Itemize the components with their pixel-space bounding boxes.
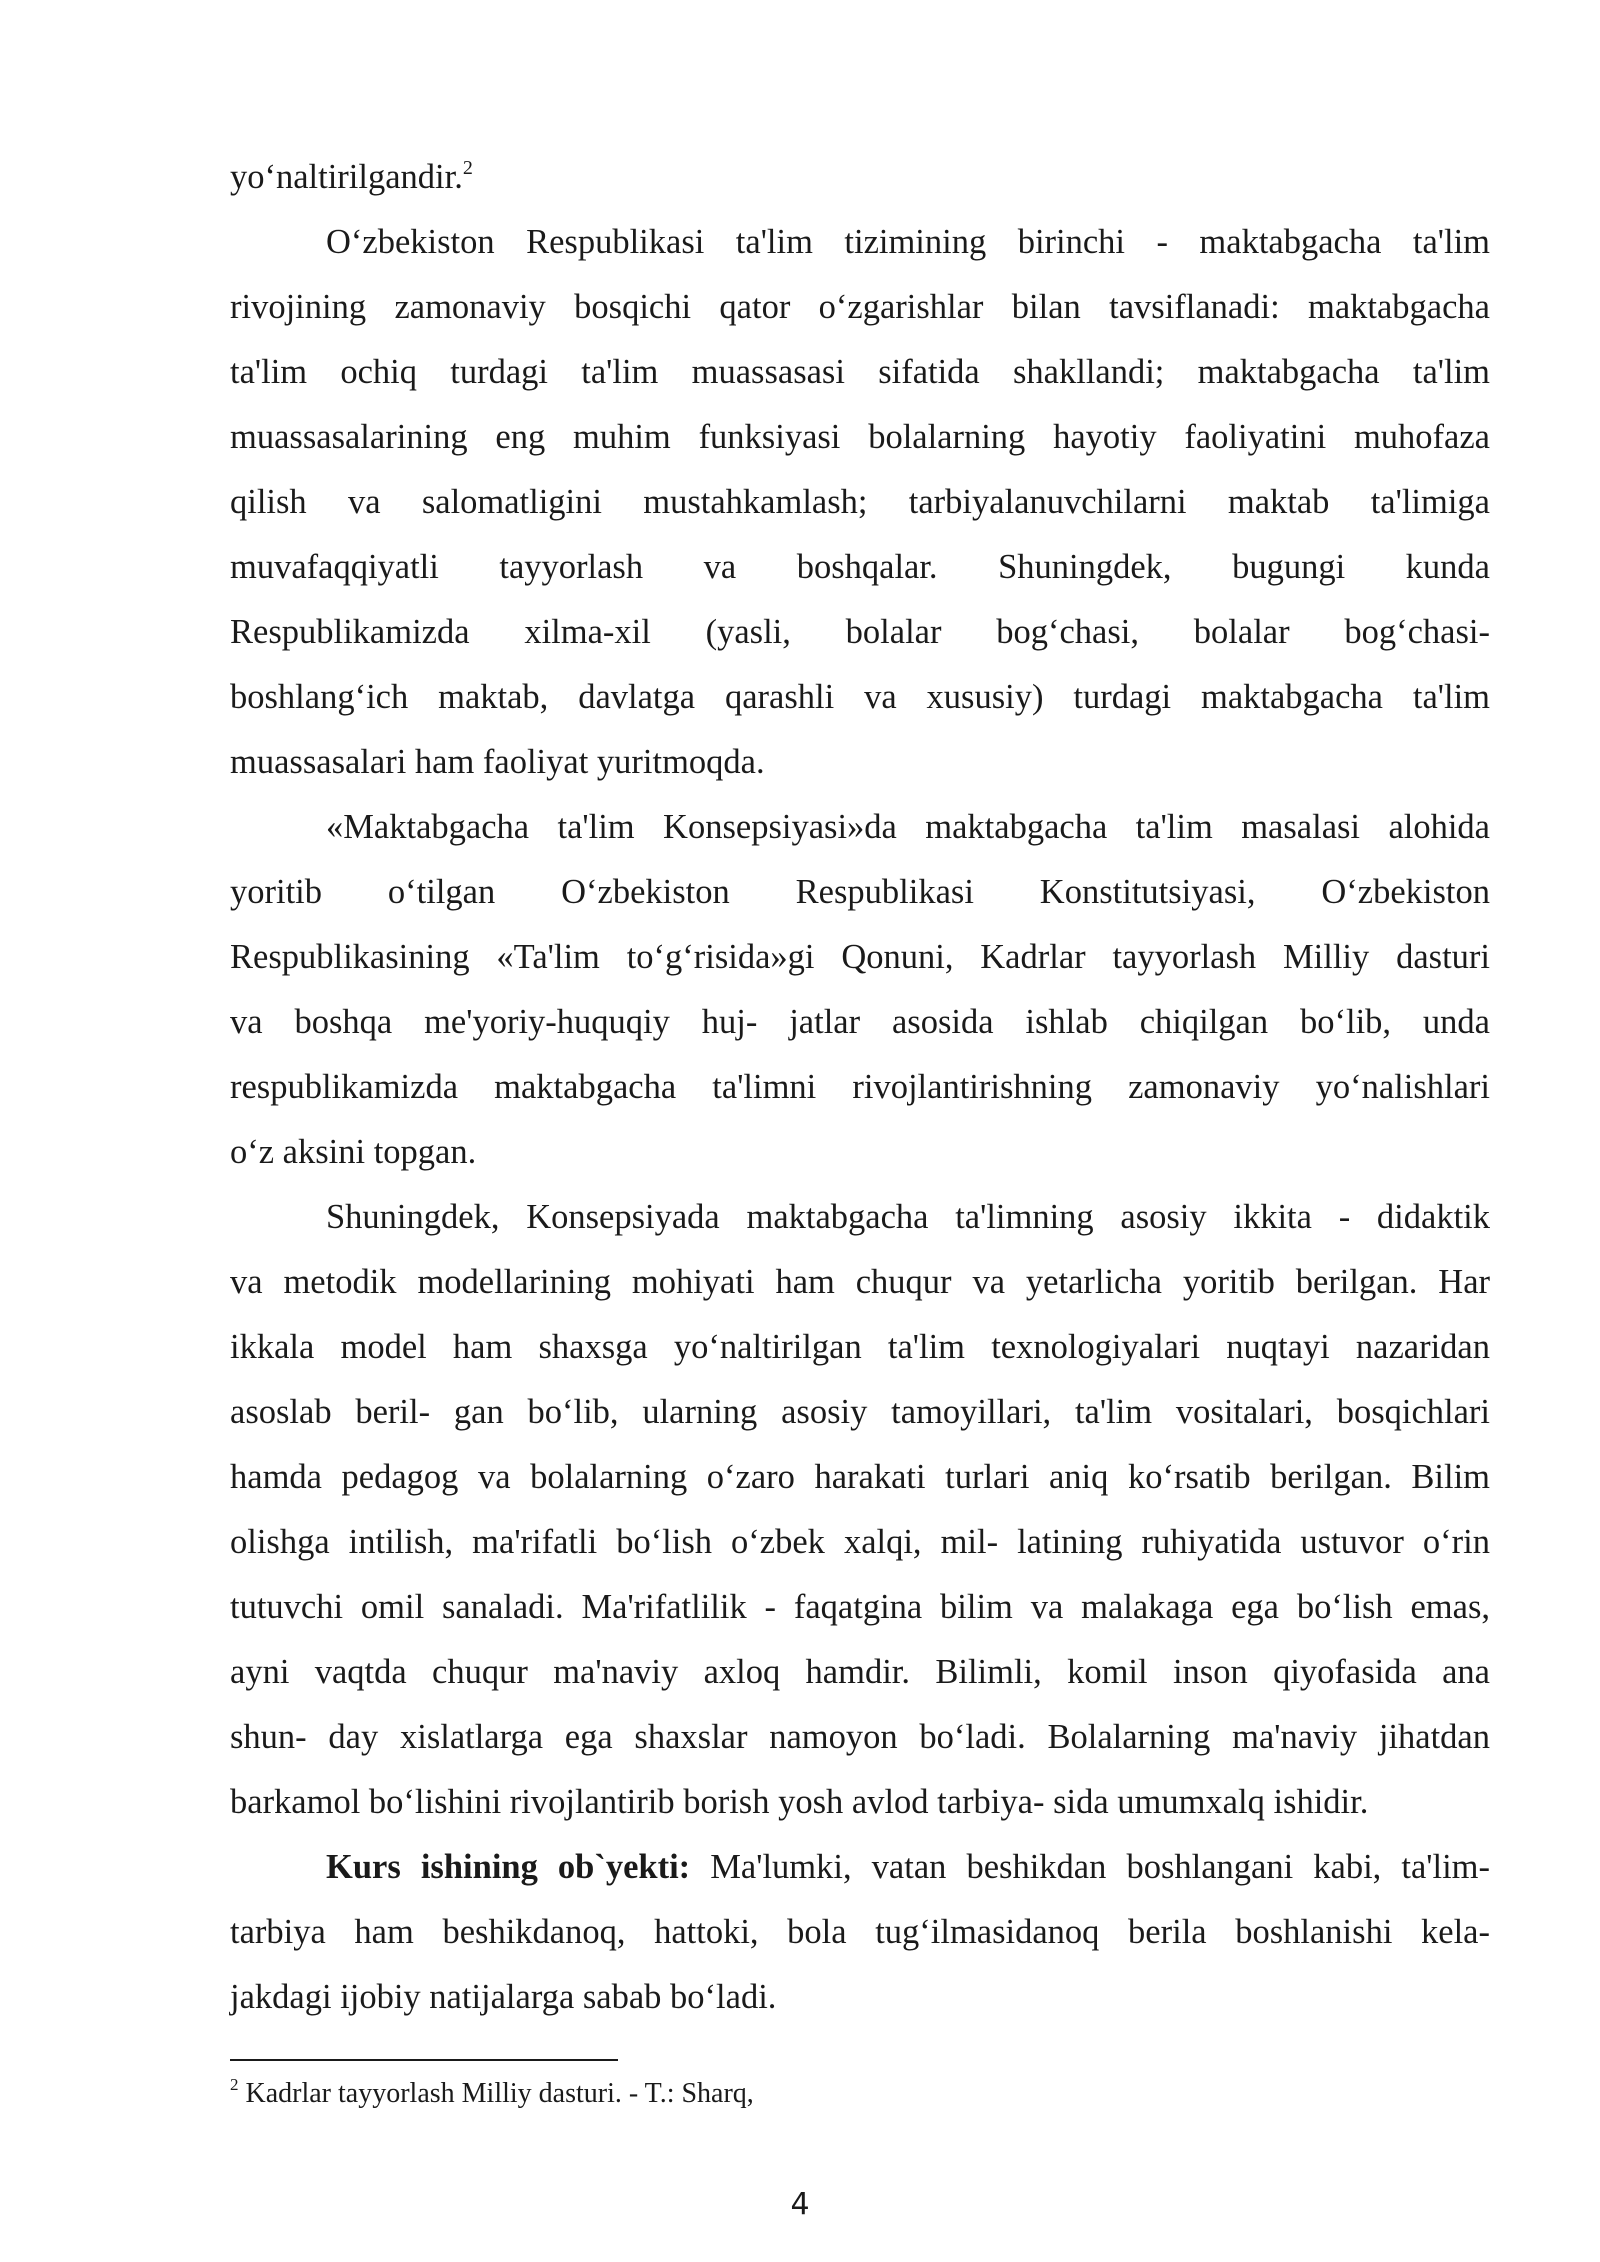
footnote-text: Kadrlar tayyorlash Milliy dasturi. - T.: Sharq, [238,2078,754,2109]
paragraph-line: ayni vaqtda chuqur ma'naviy axloq hamdir. Bilimli, komil inson qiyofasida ana [230,1653,1490,1691]
paragraph-line [230,157,1490,197]
paragraph-line: hamda pedagog va bolalarning o‘zaro harakati turlari aniq ko‘rsatib berilgan. Bilim [230,1458,1490,1496]
paragraph-line: va metodik modellarining mohiyati ham chuqur va yetarlicha yoritib berilgan. Har [230,1263,1490,1301]
paragraph-line: o‘z aksini topgan. [230,1133,477,1171]
paragraph-line: boshlang‘ich maktab, davlatga qarashli va xususiy) turdagi maktabgacha ta'lim [230,678,1490,716]
paragraph-line: jakdagi ijobiy natijalarga sabab bo‘ladi. [230,1978,777,2016]
paragraph-line: asoslab beril- gan bo‘lib, ularning asosiy tamoyillari, ta'lim vositalari, bosqichlari [230,1393,1490,1431]
footnote-separator [230,2059,618,2061]
paragraph-line: Shuningdek, Konsepsiyada maktabgacha ta'limning asosiy ikkita - didaktik [326,1198,1490,1236]
paragraph-line: barkamol bo‘lishini rivojlantirib borish yosh avlod tarbiya- sida umumxalq ishidir. [230,1783,1369,1821]
paragraph-line: O‘zbekiston Respublikasi ta'lim tizimining birinchi - maktabgacha ta'lim [326,223,1490,261]
paragraph-line: muassasalarining eng muhim funksiyasi bolalarning hayotiy faoliyatini muhofaza [230,418,1490,456]
line-text: yo‘naltirilgandir. [230,158,463,196]
paragraph-line: shun- day xislatlarga ega shaxslar namoyon bo‘ladi. Bolalarning ma'naviy jihatdan [230,1718,1490,1756]
paragraph-line: tutuvchi omil sanaladi. Ma'rifatlilik - faqatgina bilim va malakaga ega bo‘lish emas, [230,1588,1490,1626]
paragraph-line: «Maktabgacha ta'lim Konsepsiyasi»da maktabgacha ta'lim masalasi alohida [326,808,1490,846]
footnote-marker: 2 [230,2075,239,2094]
paragraph-line [326,1847,1490,1887]
paragraph-line: tarbiya ham beshikdanoq, hattoki, bola tug‘ilmasidanoq berila boshlanishi kela- [230,1913,1490,1951]
paragraph-line: olishga intilish, ma'rifatli bo‘lish o‘zbek xalqi, mil- latining ruhiyatida ustuvor o‘rin [230,1523,1490,1561]
footnote-reference: 2 [462,157,473,179]
line-text: Ma'lumki, vatan beshikdan boshlangani kabi, ta'lim- [690,1848,1490,1886]
paragraph-line: yoritib o‘tilgan O‘zbekiston Respublikasi Konstitutsiyasi, O‘zbekiston [230,873,1490,911]
page-number: 4 [790,2187,810,2222]
paragraph-line: Respublikamizda xilma-xil (yasli, bolalar bog‘chasi, bolalar bog‘chasi- [230,613,1490,651]
paragraph-line: ta'lim ochiq turdagi ta'lim muassasasi sifatida shakllandi; maktabgacha ta'lim [230,353,1490,391]
paragraph-line: rivojining zamonaviy bosqichi qator o‘zgarishlar bilan tavsiflanadi: maktabgacha [230,288,1490,326]
footnote [230,2077,754,2111]
paragraph-line: muassasalari ham faoliyat yuritmoqda. [230,743,765,781]
paragraph-line: Respublikasining «Ta'lim to‘g‘risida»gi Qonuni, Kadrlar tayyorlash Milliy dasturi [230,938,1490,976]
paragraph-line: respublikamizda maktabgacha ta'limni rivojlantirishning zamonaviy yo‘nalishlari [230,1068,1490,1106]
paragraph-line: ikkala model ham shaxsga yo‘naltirilgan ta'lim texnologiyalari nuqtayi nazaridan [230,1328,1490,1366]
paragraph-line: qilish va salomatligini mustahkamlash; tarbiyalanuvchilarni maktab ta'limiga [230,483,1490,521]
paragraph-line: va boshqa me'yoriy-huquqiy huj- jatlar asosida ishlab chiqilgan bo‘lib, unda [230,1003,1490,1041]
paragraph-line: muvafaqqiyatli tayyorlash va boshqalar. Shuningdek, bugungi kunda [230,548,1490,586]
section-label: Kurs ishining ob`yekti: [326,1848,691,1886]
